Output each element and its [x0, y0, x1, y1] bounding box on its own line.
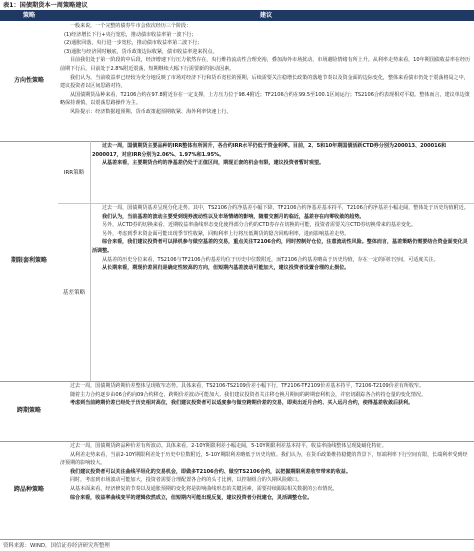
row-label: 跨品种策略 [13, 486, 44, 493]
sub-content-basis [92, 204, 472, 381]
paragraph: 随着主力合约逐步由06合约向09合约移仓，跨期价差波动可能加大。我们建议投资者关注移仓换月期间的跨期套利机会，并密切跟踪各合约持仓量的变化情况。 [70, 391, 427, 398]
paragraph: 同时，考虑到市场波动可能加大，投资者需要合理配置各合约的头寸比例，以控制组合的久期风险敞口。 [70, 477, 303, 484]
paragraph: 目前我们处于第一阶段的中后段，经济增速下行压力依然存在，央行维持流动性合理充裕，叠加海外市场扰动，市场避险情绪有所上升。从利率走势来看，10年期国债收益率在经历前期下行后，目前处于2.8%附近震荡，短期继续大幅下行需要新的驱动因素。 [60, 57, 471, 72]
row-content [60, 442, 472, 539]
paragraph: 过去一周，国债期货跨品种价差有所波动。具体来看，2-10Y期限利差小幅走阔，5-10Y期限利差基本持平，收益率曲线整体呈现陡峭化特征。 [70, 443, 387, 449]
paragraph: 综合来看，收益率曲线变平的逻辑依然成立，但短期内可能出现反复，建议投资者分批建仓，灵活调整仓位。 [70, 494, 313, 501]
paragraph: 我们认为，当前收益率已经较为充分地反映了市场对经济下行和货币宽松的预期，后续需要关注稳增长政策的落地节奏以及资金面的边际变化，整体来看债市仍处于震荡格局之中，建议投资者以区间思路对待。 [60, 74, 469, 90]
row-label: 跨期策略 [16, 407, 41, 414]
row-label: 期限套利策略 [10, 257, 47, 264]
paragraph: 我们认为，当前基差的波动主要受到现券流动性以及市场情绪的影响，随着交割月的临近，基差存在向零收敛的趋势。 [102, 213, 365, 220]
sub-label-basis: 基差策略 [58, 203, 91, 381]
row-term-arbitrage [0, 141, 474, 382]
paragraph: 从国债期货品种来看，T2106合约在97.8附近存在一定支撑，上方压力位于98.4附近；TF2106合约在99.5至100.1区间运行；TS2106合约表现相对平稳。整体而言，建议单边策略保持谨慎，以震荡思路操作为主。 [60, 91, 470, 107]
paragraph: 我们建议投资者可以关注曲线平坦化的交易机会，即做多T2106合约、做空TS2106合约，以把握期限利差收窄带来的收益。 [70, 468, 351, 475]
paragraph: 另外，考虑到季末资金面可能出现季节性收紧，回购利率上行将压低期货的隐含回购利率，进而影响基差走势。 [102, 230, 350, 237]
source-footnote: 资料来源：WIND，国信证券经济研究所整理 [3, 543, 110, 549]
paragraph: 一般来说，一个完整的债券牛市会依次经历三个阶段： [70, 23, 192, 29]
header-strategy: 策略 [22, 12, 36, 19]
header-advice: 建议 [259, 12, 273, 19]
paragraph: 从基本面来看，经济修复的节奏以及通胀预期的变化将是影响曲线形态的关键因素，需要持续跟踪相关数据的公布情况。 [70, 485, 338, 492]
row-calendar-spread [0, 381, 474, 442]
paragraph: 风险提示：经济数据超预期、货币政策超预期收紧、海外利率快速上行。 [70, 108, 232, 115]
paragraph: 从基差来看，主要期货合约的净基差仍处于正值区间，期现正套的机会有限，建议投资者暂时观望。 [102, 160, 325, 167]
paragraph: 综合来看，我们建议投资者可以择机参与做空基差的交易，重点关注T2106合约，同时控制好仓位，注意流动性风险。整体而言，基差策略仍需要结合资金面变化灵活调整。 [92, 239, 468, 254]
paragraph: 从利差走势来看，当前2-10Y期限利差处于历史中位数附近，5-10Y期限利差略低于历史均值。我们认为，在货币政策维持稳健的背景下，短端利率下行空间有限，长端利率受到经济预期的影响较大。 [60, 451, 468, 467]
paragraph: 另外，从CTD券的切换来看，近期收益率曲线形态变化使得部分合约的CTD券存在切换的可能，投资者需要关注CTD券切换带来的基差变化。 [102, 222, 417, 229]
bullet-item: (3)通胀与经济同时触底，货币政策边际收紧，债市收益率迎来拐点。 [64, 48, 218, 55]
row-directional [0, 21, 474, 142]
row-content [60, 382, 472, 441]
row-content [60, 22, 472, 141]
sub-content-irr [92, 142, 472, 202]
table-header [0, 10, 474, 21]
paragraph: 过去一周，国债期货主要品种的IRR整体有所回升，各合约IRR水平仍低于资金利率。目前，2、5和10年期国债活跃CTD券分别为200013、200016和2000017，对应IRR分别为2.06%、1.97%和1.95%。 [92, 143, 447, 158]
sub-label-irr: IRR策略 [58, 141, 91, 203]
paragraph: 过去一周，国债期货跨期价差整体呈现收窄态势。具体来看，TS2106-TS2109价差小幅下行，TF2106-TF2109价差基本持平，T2106-T2109价差有所收窄。 [70, 383, 425, 389]
row-cross-product [0, 441, 474, 540]
paragraph: 过去一周，国债期货基差呈现分化走势。其中，TS2106合约净基差小幅下降，TF2106合约净基差基本持平，T2106合约净基差小幅走阔，整体处于历史均值附近。 [102, 205, 469, 211]
table-caption: 表1：国债期货本一周策略建议 [3, 2, 88, 9]
bullet-item: (1)经济增长下行+央行宽松，推动债市收益率第一波下行； [64, 31, 197, 38]
row-label: 方向性策略 [13, 77, 44, 84]
paragraph: 从长期来看，期现价差回归是确定性较高的方向，但短期内基差波动可能加大，建议投资者设置合理的止损位。 [102, 265, 350, 272]
bullet-item: (2)通胀回落，央行进一步宽松，推动债市收益率第二波下行； [64, 40, 203, 47]
paragraph: 考虑到当前跨期价差已经处于历史相对高位，我们建议投资者可以适度参与做空跨期价差的交易，即卖出近月合约、买入远月合约，使得基差收敛后获利。 [70, 400, 414, 407]
paragraph: 从基差的历史分位来看，TS2106与TF2106合约基差均位于历史中位数附近，而T2106合约基差略高于历史均值，存在一定的回归空间，可适度关注。 [102, 256, 439, 263]
